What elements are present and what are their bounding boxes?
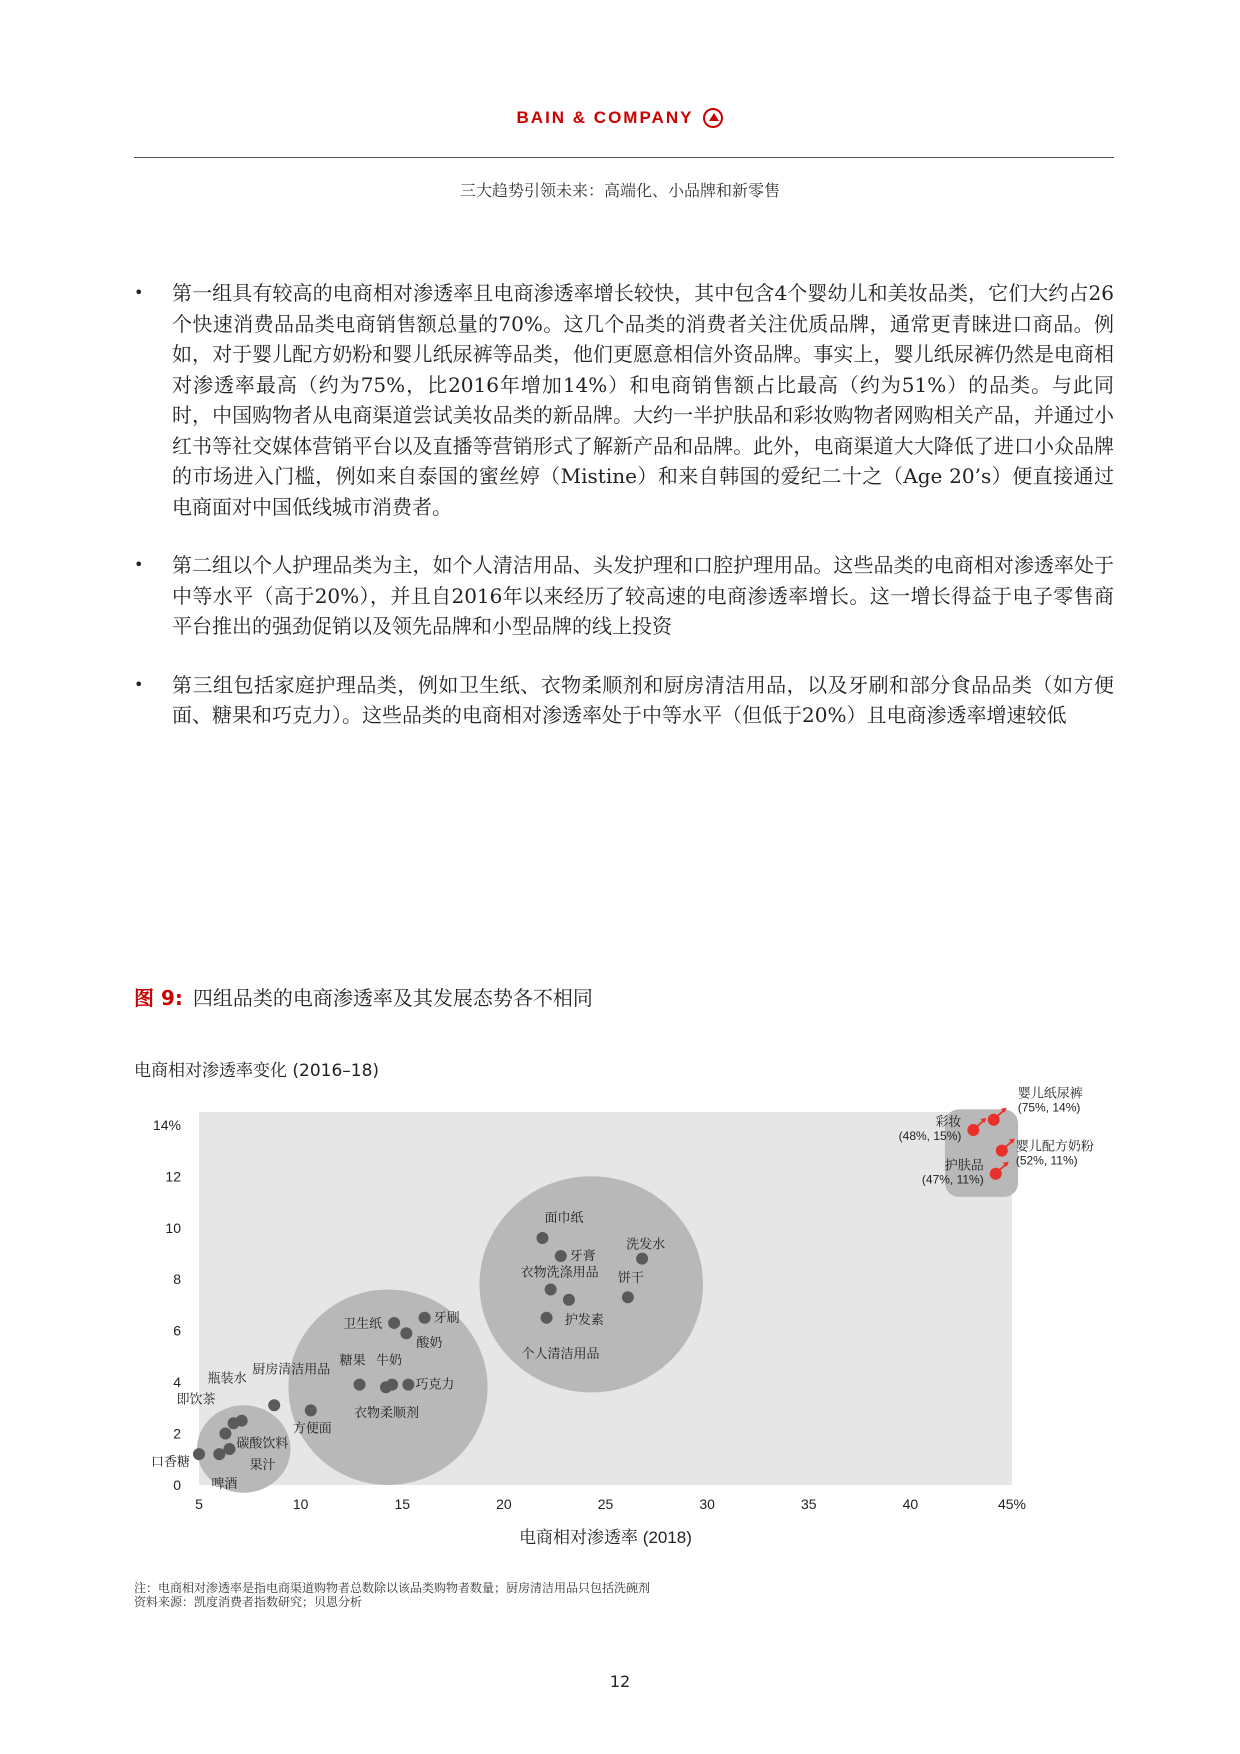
figure-title: 四组品类的电商渗透率及其发展态势各不相同 bbox=[192, 986, 593, 1010]
x-tick-label: 15 bbox=[394, 1496, 411, 1512]
point-label: 瓶装水 bbox=[207, 1370, 247, 1386]
x-axis-label: 电商相对渗透率 (2018) bbox=[519, 1528, 692, 1547]
point-label: 护发素 bbox=[564, 1311, 604, 1327]
y-tick-label: 8 bbox=[173, 1271, 181, 1288]
point-sublabel: (48%, 15%) bbox=[898, 1129, 962, 1144]
page-number: 12 bbox=[609, 1672, 631, 1691]
chart-note bbox=[134, 1581, 650, 1609]
brand-name: BAIN & COMPANY bbox=[516, 108, 694, 127]
point-label: 洗发水 bbox=[626, 1236, 666, 1252]
data-point bbox=[536, 1232, 548, 1244]
bullet-list bbox=[134, 278, 1114, 759]
y-tick-label: 2 bbox=[173, 1425, 181, 1442]
data-point bbox=[400, 1327, 412, 1339]
x-tick-label: 5 bbox=[195, 1496, 203, 1512]
point-label: 牛奶 bbox=[376, 1352, 403, 1368]
data-point bbox=[402, 1379, 414, 1391]
point-label: 个人清洁用品 bbox=[521, 1345, 600, 1361]
point-label: 牙膏 bbox=[569, 1248, 596, 1264]
point-label: 啤酒 bbox=[211, 1476, 238, 1492]
data-point bbox=[622, 1291, 634, 1303]
bullet-item-3: • 第三组包括家庭护理品类，例如卫生纸、衣物柔顺剂和厨房清洁用品，以及牙刷和部分食品品类（如方便面、糖果和巧克力）。这些品类的电商相对渗透率处于中等水平（但低于20%）且电商渗透率增速较低 bbox=[134, 670, 1114, 731]
point-label: 方便面 bbox=[292, 1420, 332, 1436]
bain-logo-icon bbox=[703, 108, 723, 128]
data-point bbox=[636, 1253, 648, 1265]
point-label: 酸奶 bbox=[416, 1335, 443, 1351]
point-label: 衣物洗涤用品 bbox=[520, 1264, 599, 1280]
x-tick-label: 25 bbox=[597, 1496, 614, 1512]
x-tick-label: 10 bbox=[292, 1496, 309, 1512]
data-point bbox=[219, 1428, 231, 1440]
point-label: 巧克力 bbox=[415, 1376, 455, 1392]
point-sublabel: (47%, 11%) bbox=[921, 1172, 984, 1187]
data-point bbox=[223, 1443, 235, 1455]
point-label: 饼干 bbox=[617, 1270, 644, 1286]
y-tick-label: 14% bbox=[152, 1116, 181, 1133]
scatter-chart bbox=[134, 1085, 1094, 1547]
point-sublabel: (75%, 14%) bbox=[1017, 1100, 1081, 1115]
point-label: 牙刷 bbox=[433, 1309, 460, 1325]
point-label: 护肤品 bbox=[944, 1157, 984, 1173]
header-divider bbox=[134, 157, 1114, 158]
data-point bbox=[268, 1399, 280, 1411]
point-label: 糖果 bbox=[339, 1352, 366, 1368]
point-label: 面巾纸 bbox=[544, 1210, 584, 1226]
data-point bbox=[193, 1448, 205, 1460]
y-tick-label: 0 bbox=[173, 1477, 181, 1493]
y-tick-label: 4 bbox=[173, 1374, 181, 1391]
point-label: 厨房清洁用品 bbox=[252, 1361, 331, 1377]
data-point bbox=[419, 1312, 431, 1324]
figure-caption bbox=[134, 982, 593, 1011]
x-tick-label: 20 bbox=[496, 1496, 512, 1512]
point-sublabel: (52%, 11%) bbox=[1015, 1153, 1078, 1168]
data-point bbox=[228, 1417, 240, 1429]
data-point bbox=[380, 1381, 392, 1393]
point-label: 婴儿配方奶粉 bbox=[1015, 1138, 1094, 1154]
y-tick-label: 12 bbox=[165, 1168, 181, 1185]
point-label: 婴儿纸尿裤 bbox=[1017, 1085, 1083, 1101]
note-definition: 注：电商相对渗透率是指电商渠道购物者总数除以该品类购物者数量；厨房清洁用品只包括洗碗剂 bbox=[134, 1581, 651, 1595]
x-tick-label: 30 bbox=[699, 1496, 715, 1512]
data-point bbox=[563, 1294, 575, 1306]
data-point bbox=[305, 1404, 317, 1416]
data-point bbox=[541, 1312, 553, 1324]
note-source: 资料来源：凯度消费者指数研究；贝恩分析 bbox=[134, 1595, 363, 1609]
data-point bbox=[213, 1448, 225, 1460]
bullet-item-1: • 第一组具有较高的电商相对渗透率且电商渗透率增长较快，其中包含4个婴幼儿和美妆品类，它们大约占26个快速消费品品类电商销售额总量的70%。这几个品类的消费者关注优质品牌，通常更青睐进口商品。例如，对于婴儿配方奶粉和婴儿纸尿裤等品类，他们更愿意相信外资品牌。事实上，婴儿纸尿裤仍然是电商相对渗透率最高（约为75%，比2016年增加14%）和电商销售额占比最高（约为51%）的品类。与此同时，中国购物者从电商渠道尝试美妆品类的新品牌。大约一半护肤品和彩妆购物者网购相关产品，并通过小红书等社交媒体营销平台以及直播等营销形式了解新产品和品牌。此外，电商渠道大大降低了进口小众品牌的市场进入门槛，例如来自泰国的蜜丝婷（Mistine）和来自韩国的爱纪二十之（Age 20’s）便直接通过电商面对中国低线城市消费者。 bbox=[134, 278, 1114, 522]
data-point bbox=[388, 1317, 400, 1329]
data-point bbox=[354, 1379, 366, 1391]
point-label: 衣物柔顺剂 bbox=[353, 1405, 420, 1421]
chart-title: 电商相对渗透率变化 (2016–18) bbox=[134, 1061, 380, 1081]
point-label: 口香糖 bbox=[151, 1454, 191, 1470]
point-label: 彩妆 bbox=[935, 1114, 962, 1130]
y-tick-label: 10 bbox=[165, 1219, 181, 1236]
page-subtitle: 三大趋势引领未来：高端化、小品牌和新零售 bbox=[459, 181, 780, 200]
point-label: 即饮茶 bbox=[176, 1391, 216, 1407]
point-label: 碳酸饮料 bbox=[236, 1435, 289, 1451]
x-tick-label: 35 bbox=[800, 1496, 817, 1512]
bullet-item-2: • 第二组以个人护理品类为主，如个人清洁用品、头发护理和口腔护理用品。这些品类的电商相对渗透率处于中等水平（高于20%），并且自2016年以来经历了较高速的电商渗透率增长。这一增长得益于电子零售商平台推出的强劲促销以及领先品牌和小型品牌的线上投资 bbox=[134, 550, 1114, 642]
brand-header bbox=[0, 108, 1240, 128]
data-point bbox=[555, 1250, 567, 1262]
y-tick-label: 6 bbox=[173, 1322, 181, 1339]
data-point bbox=[545, 1283, 557, 1295]
point-label: 卫生纸 bbox=[343, 1315, 383, 1331]
figure-number: 图 9: bbox=[134, 986, 183, 1010]
x-tick-label: 45% bbox=[997, 1496, 1027, 1512]
point-label: 果汁 bbox=[249, 1456, 276, 1472]
x-tick-label: 40 bbox=[902, 1496, 919, 1512]
